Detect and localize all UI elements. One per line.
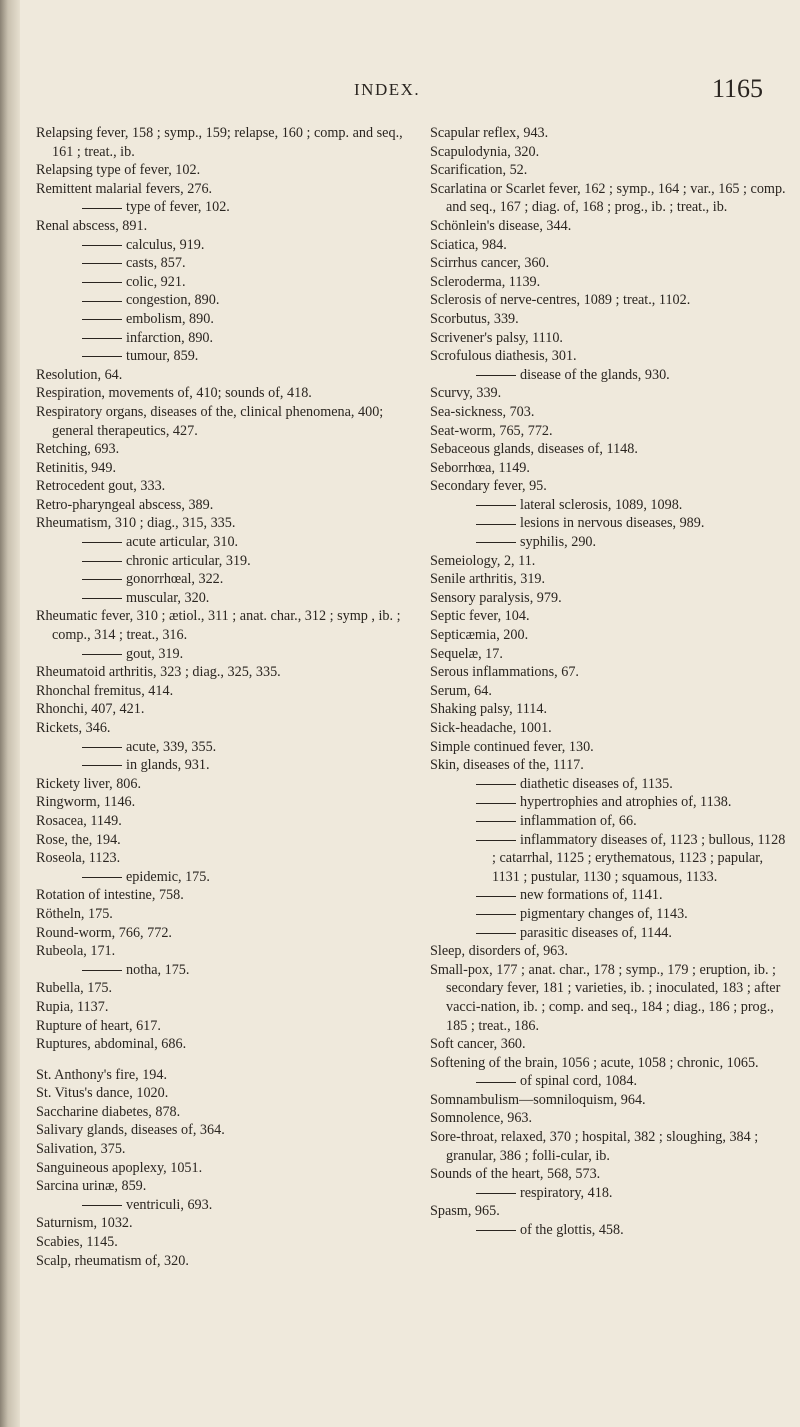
- entry-text: muscular, 320.: [126, 589, 210, 606]
- entry-text: Rubella, 175.: [36, 980, 113, 997]
- index-subentry: [36, 198, 408, 217]
- entry-text: Remittent malarial fevers, 276.: [36, 180, 213, 197]
- entry-text: Seborrhœa, 1149.: [430, 459, 530, 476]
- index-entry: [36, 905, 408, 924]
- page-header: [0, 74, 800, 114]
- index-subentry: [430, 831, 788, 887]
- index-subentry: [430, 775, 788, 794]
- index-subentry: [36, 254, 408, 273]
- book-binding-shadow: [0, 0, 20, 1427]
- entry-text: lesions in nervous diseases, 989.: [520, 515, 705, 532]
- index-entry: [430, 273, 788, 292]
- entry-text: epidemic, 175.: [126, 868, 210, 885]
- index-subentry: [430, 812, 788, 831]
- entry-text: Scleroderma, 1139.: [430, 273, 541, 290]
- index-entry: [430, 1091, 788, 1110]
- ditto-dash: [82, 654, 122, 655]
- entry-text: Relapsing type of fever, 102.: [36, 162, 201, 179]
- entry-text: colic, 921.: [126, 273, 186, 290]
- entry-text: Renal abscess, 891.: [36, 217, 148, 234]
- entry-text: Scrivener's palsy, 1110.: [430, 329, 563, 346]
- entry-text: Roseola, 1123.: [36, 850, 121, 867]
- entry-text: Sebaceous glands, diseases of, 1148.: [430, 441, 638, 458]
- index-subentry: [36, 868, 408, 887]
- entry-text: Scirrhus cancer, 360.: [430, 255, 550, 272]
- index-entry: [430, 1109, 788, 1128]
- index-subentry: [430, 1072, 788, 1091]
- entry-text: St. Anthony's fire, 194.: [36, 1066, 168, 1083]
- entry-text: Sciatica, 984.: [430, 236, 507, 253]
- entry-text: Round-worm, 766, 772.: [36, 924, 172, 941]
- entry-text: Retinitis, 949.: [36, 459, 117, 476]
- ditto-dash: [82, 877, 122, 878]
- index-entry: [430, 217, 788, 236]
- index-entry: [430, 700, 788, 719]
- ditto-dash: [476, 1193, 516, 1194]
- entry-text: Sore-throat, relaxed, 370 ; hospital, 382 ; sloughing, 384 ; granular, 386 ; folli-cular, ib.: [430, 1129, 759, 1164]
- entry-text: tumour, 859.: [126, 348, 199, 365]
- entry-text: Rheumatism, 310 ; diag., 315, 335.: [36, 515, 236, 532]
- entry-text: Sarcina urinæ, 859.: [36, 1178, 147, 1195]
- entry-text: Salivation, 375.: [36, 1141, 126, 1158]
- entry-text: Rheumatoid arthritis, 323 ; diag., 325, 335.: [36, 664, 281, 681]
- index-entry: [430, 1165, 788, 1184]
- index-subentry: [36, 533, 408, 552]
- entry-text: embolism, 890.: [126, 310, 214, 327]
- entry-text: Sequelæ, 17.: [430, 645, 503, 662]
- index-entry: [430, 161, 788, 180]
- index-entry: [430, 942, 788, 961]
- index-subentry: [430, 905, 788, 924]
- index-subentry: [36, 291, 408, 310]
- index-entry: [36, 663, 408, 682]
- index-subentry: [430, 886, 788, 905]
- entry-text: Rheumatic fever, 310 ; ætiol., 311 ; anat. char., 312 ; symp , ib. ; comp., 314 ; treat., 316.: [36, 608, 401, 644]
- entry-text: parasitic diseases of, 1144.: [520, 924, 672, 941]
- entry-text: Scorbutus, 339.: [430, 310, 519, 327]
- ditto-dash: [82, 1205, 122, 1206]
- entry-text: Sclerosis of nerve-centres, 1089 ; treat., 1102.: [430, 292, 691, 309]
- index-entry: [430, 719, 788, 738]
- entry-text: Sea-sickness, 703.: [430, 403, 535, 420]
- entry-text: Ruptures, abdominal, 686.: [36, 1036, 187, 1053]
- entry-text: Schönlein's disease, 344.: [430, 217, 572, 234]
- index-entry: [430, 756, 788, 775]
- index-entry: [36, 998, 408, 1017]
- entry-text: Scrofulous diathesis, 301.: [430, 348, 577, 365]
- entry-text: chronic articular, 319.: [126, 552, 251, 569]
- index-entry: [36, 682, 408, 701]
- index-entry: [36, 1140, 408, 1159]
- index-entry: [430, 607, 788, 626]
- entry-text: Rubeola, 171.: [36, 943, 116, 960]
- index-entry: [430, 180, 788, 217]
- index-entry: [36, 719, 408, 738]
- index-subentry: [36, 738, 408, 757]
- index-entry: [430, 552, 788, 571]
- index-entry: [430, 403, 788, 422]
- entry-text: Septicæmia, 200.: [430, 627, 529, 644]
- entry-text: casts, 857.: [126, 255, 186, 272]
- entry-text: calculus, 919.: [126, 236, 205, 253]
- entry-text: Secondary fever, 95.: [430, 478, 547, 495]
- ditto-dash: [82, 245, 122, 246]
- index-subentry: [36, 236, 408, 255]
- entry-text: Somnolence, 963.: [430, 1110, 533, 1127]
- index-entry: [430, 738, 788, 757]
- entry-text: Soft cancer, 360.: [430, 1036, 526, 1053]
- index-entry: [36, 496, 408, 515]
- entry-text: Rhonchal fremitus, 414.: [36, 682, 174, 699]
- ditto-dash: [82, 356, 122, 357]
- entry-text: Sleep, disorders of, 963.: [430, 943, 568, 960]
- ditto-dash: [476, 914, 516, 915]
- entry-text: Scarlatina or Scarlet fever, 162 ; symp., 164 ; var., 165 ; comp. and seq., 167 ; diag. of, 168 ; prog., ib. ; treat., ib.: [430, 180, 786, 216]
- entry-text: Salivary glands, diseases of, 364.: [36, 1122, 225, 1139]
- index-entry: [430, 1202, 788, 1221]
- ditto-dash: [82, 338, 122, 339]
- index-entry: [36, 1177, 408, 1196]
- entry-text: acute articular, 310.: [126, 534, 239, 551]
- ditto-dash: [82, 282, 122, 283]
- index-entry: [36, 1035, 408, 1054]
- index-subentry: [430, 533, 788, 552]
- index-subentry: [430, 514, 788, 533]
- index-entry: [430, 347, 788, 366]
- index-entry: [430, 459, 788, 478]
- index-entry: [36, 1084, 408, 1103]
- ditto-dash: [476, 1230, 516, 1231]
- index-entry: [36, 514, 408, 533]
- index-entry: [36, 607, 408, 644]
- index-subentry: [36, 1196, 408, 1215]
- entry-text: Sounds of the heart, 568, 573.: [430, 1166, 601, 1183]
- ditto-dash: [82, 319, 122, 320]
- index-entry: [36, 886, 408, 905]
- entry-text: Somnambulism—somniloquism, 964.: [430, 1091, 646, 1108]
- entry-text: Spasm, 965.: [430, 1203, 500, 1220]
- index-entry: [430, 310, 788, 329]
- entry-text: Rickety liver, 806.: [36, 775, 142, 792]
- index-entry: [36, 403, 408, 440]
- entry-text: Skin, diseases of the, 1117.: [430, 757, 584, 774]
- index-entry: [430, 477, 788, 496]
- ditto-dash: [82, 765, 122, 766]
- entry-text: ventriculi, 693.: [126, 1196, 213, 1213]
- index-entry: [36, 775, 408, 794]
- index-subentry: [430, 793, 788, 812]
- index-entry: [36, 979, 408, 998]
- index-subentry: [36, 310, 408, 329]
- ditto-dash: [476, 896, 516, 897]
- entry-text: hypertrophies and atrophies of, 1138.: [520, 794, 732, 811]
- entry-text: Retro-pharyngeal abscess, 389.: [36, 496, 214, 513]
- ditto-dash: [476, 803, 516, 804]
- entry-text: pigmentary changes of, 1143.: [520, 905, 688, 922]
- ditto-dash: [82, 747, 122, 748]
- index-entry: [430, 645, 788, 664]
- entry-text: Rupia, 1137.: [36, 998, 109, 1015]
- entry-text: Resolution, 64.: [36, 366, 123, 383]
- ditto-dash: [476, 375, 516, 376]
- index-entry: [430, 384, 788, 403]
- index-entry: [36, 1017, 408, 1036]
- entry-text: Relapsing fever, 158 ; symp., 159; relapse, 160 ; comp. and seq., 161 ; treat., ib.: [36, 125, 403, 160]
- index-entry: [36, 1066, 408, 1085]
- entry-text: Septic fever, 104.: [430, 608, 530, 625]
- entry-text: lateral sclerosis, 1089, 1098.: [520, 496, 683, 513]
- index-subentry: [36, 347, 408, 366]
- ditto-dash: [82, 970, 122, 971]
- entry-text: type of fever, 102.: [126, 199, 230, 216]
- ditto-dash: [82, 301, 122, 302]
- index-subentry: [36, 273, 408, 292]
- entry-text: acute, 339, 355.: [126, 738, 217, 755]
- entry-text: infarction, 890.: [126, 329, 214, 346]
- index-subentry: [36, 552, 408, 571]
- index-entry: [36, 849, 408, 868]
- entry-text: Scapulodynia, 320.: [430, 143, 540, 160]
- page-number: 1165: [712, 74, 764, 103]
- index-entry: [430, 1035, 788, 1054]
- index-entry: [36, 793, 408, 812]
- ditto-dash: [476, 784, 516, 785]
- ditto-dash: [476, 542, 516, 543]
- index-entry: [36, 1233, 408, 1252]
- ditto-dash: [476, 1082, 516, 1083]
- index-entry: [430, 961, 788, 1035]
- index-entry: [36, 180, 408, 199]
- entry-text: Softening of the brain, 1056 ; acute, 1058 ; chronic, 1065.: [430, 1054, 759, 1071]
- entry-text: Sanguineous apoplexy, 1051.: [36, 1159, 203, 1176]
- index-entry: [430, 682, 788, 701]
- entry-text: Shaking palsy, 1114.: [430, 701, 548, 718]
- entry-text: new formations of, 1141.: [520, 887, 663, 904]
- ditto-dash: [82, 263, 122, 264]
- section-gap: [36, 1054, 408, 1066]
- index-entry: [430, 1128, 788, 1165]
- entry-text: Seat-worm, 765, 772.: [430, 422, 553, 439]
- index-entry: [36, 440, 408, 459]
- index-subentry: [36, 756, 408, 775]
- entry-text: Scalp, rheumatism of, 320.: [36, 1252, 189, 1269]
- entry-text: Sensory paralysis, 979.: [430, 589, 562, 606]
- entry-text: congestion, 890.: [126, 292, 220, 309]
- ditto-dash: [82, 561, 122, 562]
- index-entry: [36, 384, 408, 403]
- index-entry: [430, 440, 788, 459]
- index-subentry: [430, 1221, 788, 1240]
- index-subentry: [36, 645, 408, 664]
- entry-text: Rickets, 346.: [36, 720, 111, 736]
- entry-text: Ringworm, 1146.: [36, 794, 136, 811]
- index-entry: [430, 422, 788, 441]
- index-entry: [430, 589, 788, 608]
- entry-text: notha, 175.: [126, 961, 190, 978]
- entry-text: Scarification, 52.: [430, 162, 528, 179]
- entry-text: Rose, the, 194.: [36, 831, 121, 848]
- index-entry: [430, 124, 788, 143]
- entry-text: Saturnism, 1032.: [36, 1215, 133, 1232]
- index-entry: [36, 161, 408, 180]
- entry-text: Rhonchi, 407, 421.: [36, 701, 145, 718]
- entry-text: Retrocedent gout, 333.: [36, 478, 166, 495]
- index-subentry: [36, 961, 408, 980]
- index-entry: [430, 1054, 788, 1073]
- entry-text: Saccharine diabetes, 878.: [36, 1103, 181, 1120]
- index-entry: [36, 217, 408, 236]
- entry-text: gout, 319.: [126, 645, 184, 662]
- entry-text: diathetic diseases of, 1135.: [520, 775, 673, 792]
- entry-text: Serum, 64.: [430, 682, 492, 699]
- entry-text: Rotation of intestine, 758.: [36, 887, 184, 904]
- entry-text: Rosacea, 1149.: [36, 812, 122, 829]
- entry-text: Sick-headache, 1001.: [430, 720, 552, 736]
- index-entry: [36, 1214, 408, 1233]
- entry-text: inflammatory diseases of, 1123 ; bullous, 1128 ; catarrhal, 1125 ; erythematous, 1123 ; papular, 1131 ; pustular, 1130 ; squamous, 1133.: [492, 831, 786, 885]
- entry-text: Semeiology, 2, 11.: [430, 552, 536, 569]
- entry-text: Simple continued fever, 130.: [430, 738, 594, 755]
- entry-text: St. Vitus's dance, 1020.: [36, 1085, 169, 1102]
- index-entry: [36, 124, 408, 161]
- entry-text: Scapular reflex, 943.: [430, 125, 549, 141]
- index-entry: [36, 1103, 408, 1122]
- index-entry: [36, 1252, 408, 1271]
- index-subentry: [430, 1184, 788, 1203]
- index-entry: [430, 291, 788, 310]
- entry-text: Small-pox, 177 ; anat. char., 178 ; symp., 179 ; eruption, ib. ; secondary fever, 181 ; varieties, ib. ; inoculated, 183 ; after vacci-nation, ib. ; comp. and seq., 184 ; diag., 186 ; prog., 185 ; treat., 186.: [430, 961, 781, 1034]
- index-entry: [36, 812, 408, 831]
- index-entry: [36, 477, 408, 496]
- index-entry: [430, 254, 788, 273]
- entry-text: of spinal cord, 1084.: [520, 1073, 638, 1090]
- index-entry: [430, 143, 788, 162]
- entry-text: Scabies, 1145.: [36, 1234, 118, 1251]
- index-subentry: [36, 589, 408, 608]
- entry-text: Rötheln, 175.: [36, 905, 113, 922]
- index-entry: [36, 942, 408, 961]
- entry-text: of the glottis, 458.: [520, 1222, 624, 1239]
- index-subentry: [430, 366, 788, 385]
- entry-text: respiratory, 418.: [520, 1184, 613, 1201]
- index-entry: [36, 459, 408, 478]
- entry-text: Respiratory organs, diseases of the, clinical phenomena, 400; general therapeutics, 427.: [36, 403, 384, 439]
- index-column-left: [36, 124, 408, 1270]
- index-subentry: [36, 570, 408, 589]
- index-subentry: [430, 924, 788, 943]
- entry-text: Respiration, movements of, 410; sounds of, 418.: [36, 385, 312, 402]
- index-entry: [430, 329, 788, 348]
- index-subentry: [36, 329, 408, 348]
- ditto-dash: [82, 208, 122, 209]
- index-entry: [36, 831, 408, 850]
- entry-text: Retching, 693.: [36, 441, 120, 458]
- ditto-dash: [82, 579, 122, 580]
- ditto-dash: [476, 821, 516, 822]
- index-entry: [430, 626, 788, 645]
- index-entry: [430, 570, 788, 589]
- entry-text: in glands, 931.: [126, 757, 210, 774]
- entry-text: disease of the glands, 930.: [520, 366, 670, 383]
- ditto-dash: [476, 933, 516, 934]
- entry-text: gonorrhœal, 322.: [126, 571, 224, 588]
- index-entry: [430, 236, 788, 255]
- entry-text: Rupture of heart, 617.: [36, 1017, 161, 1034]
- index-subentry: [430, 496, 788, 515]
- index-entry: [36, 924, 408, 943]
- entry-text: Senile arthritis, 319.: [430, 571, 546, 588]
- index-entry: [36, 366, 408, 385]
- ditto-dash: [82, 542, 122, 543]
- ditto-dash: [82, 598, 122, 599]
- index-entry: [430, 663, 788, 682]
- entry-text: Scurvy, 339.: [430, 385, 502, 402]
- entry-text: Serous inflammations, 67.: [430, 664, 579, 681]
- entry-text: syphilis, 290.: [520, 534, 597, 551]
- index-entry: [36, 700, 408, 719]
- index-entry: [36, 1159, 408, 1178]
- running-head: INDEX.: [354, 80, 421, 99]
- ditto-dash: [476, 524, 516, 525]
- entry-text: inflammation of, 66.: [520, 812, 637, 829]
- ditto-dash: [476, 505, 516, 506]
- ditto-dash: [476, 840, 516, 841]
- index-entry: [36, 1121, 408, 1140]
- index-column-right: [430, 124, 788, 1240]
